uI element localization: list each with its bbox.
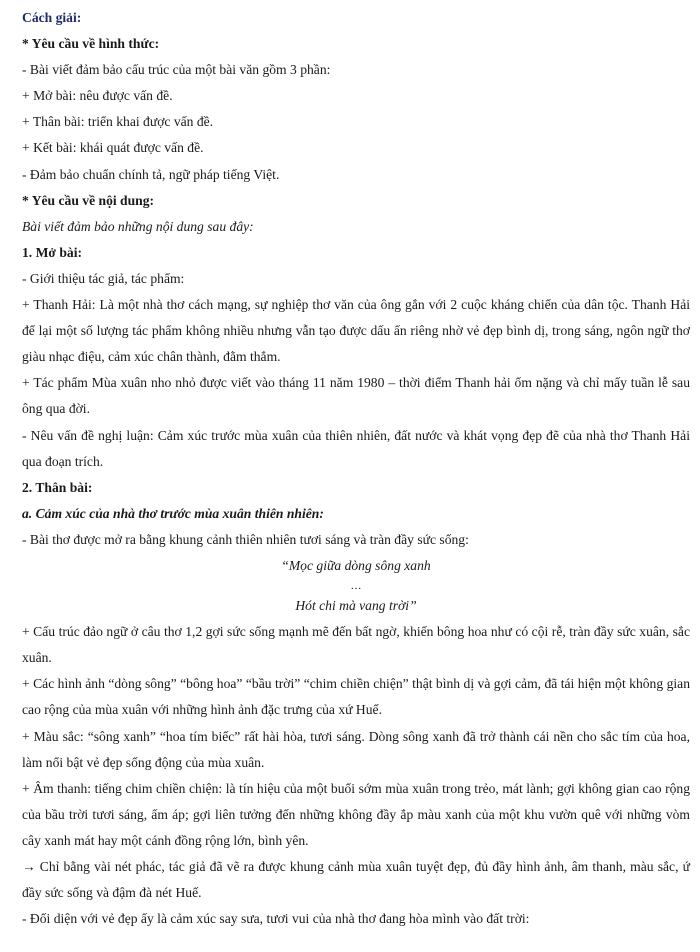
mo-bai-van-de-paragraph: - Nêu vấn đề nghị luận: Cảm xúc trước mùa xuân của thiên nhiên, đất nước và khát vọng đẹp đẽ của nhà thơ Thanh Hải qua đoạn trích. xyxy=(22,427,690,469)
form-item-mo-bai: + Mở bài: nêu được vấn đề. xyxy=(22,88,173,104)
form-item-than-bai: + Thân bài: triển khai được vấn đề. xyxy=(22,114,214,130)
mo-bai-intro: - Giới thiệu tác giả, tác phẩm: xyxy=(22,270,185,286)
section-a-heading: a. Cảm xúc của nhà thơ trước mùa xuân thiên nhiên: xyxy=(22,505,324,521)
am-thanh-paragraph: + Âm thanh: tiếng chim chiền chiện: là tín hiệu của một buổi sớm mùa xuân trong trẻo, mát lành; gợi không gian cao rộng của bầu trời tươi sáng, ấm áp; gợi liên tưởng đến những không đầy ắp màu xanh của một khu vườn quê với những vòm cây xanh mát hay một cánh đồng rộng lớn, bình yên. xyxy=(22,780,690,848)
doi-dien-paragraph: - Đối diện với vẻ đẹp ấy là cảm xúc say sưa, tươi vui của nhà thơ đang hòa mình vào đất trời: xyxy=(22,911,530,927)
form-requirements-heading: * Yêu cầu về hình thức: xyxy=(22,36,160,52)
form-item-structure: - Bài viết đảm bảo cấu trúc của một bài văn gồm 3 phần: xyxy=(22,62,331,78)
mo-bai-tac-pham-paragraph: + Tác phẩm Mùa xuân nho nhỏ được viết vào tháng 11 năm 1980 – thời điểm Thanh hải ốm nặng và chỉ mấy tuần lễ sau ông qua đời. xyxy=(22,375,690,417)
cau-truc-paragraph: + Cấu trúc đảo ngữ ở câu thơ 1,2 gợi sức sống mạnh mẽ đến bất ngờ, khiến bông hoa như có cội rễ, tràn đầy sức xuân, sắc xuân. xyxy=(22,624,690,666)
content-intro: Bài viết đảm bảo những nội dung sau đây: xyxy=(22,218,254,234)
hinh-anh-paragraph: + Các hình ảnh “dòng sông” “bông hoa” “bầu trời” “chim chiền chiện” thật bình dị và gợi cảm, đã tái hiện một không gian cao rộng của mùa xuân với những hình ảnh đặc trưng của xứ Huế. xyxy=(22,676,690,718)
content-requirements-heading: * Yêu cầu về nội dung: xyxy=(22,192,155,208)
form-item-spelling: - Đảm bảo chuẩn chính tả, ngữ pháp tiếng Việt. xyxy=(22,166,280,182)
quote-ellipsis: … xyxy=(350,580,362,593)
than-bai-heading: 2. Thân bài: xyxy=(22,479,93,495)
quote-line-1: “Mọc giữa dòng sông xanh xyxy=(281,557,431,573)
section-a-intro: - Bài thơ được mở ra bằng khung cảnh thiên nhiên tươi sáng và tràn đầy sức sống: xyxy=(22,531,469,547)
mo-bai-heading: 1. Mở bài: xyxy=(22,244,83,260)
mo-bai-thanh-hai-paragraph: + Thanh Hải: Là một nhà thơ cách mạng, sự nghiệp thơ văn của ông gắn với 2 cuộc kháng chiến của dân tộc. Thanh Hải để lại một số lượng tác phẩm không nhiều nhưng vẫn tạo được dấu ấn riêng nhờ vẻ đẹp bình dị, trong sáng, ngôn ngữ thơ giàu nhạc điệu, cảm xúc chân thành, đằm thắm. xyxy=(22,297,690,365)
document-page xyxy=(22,5,690,932)
mau-sac-paragraph: + Màu sắc: “sông xanh” “hoa tím biếc” rất hài hòa, tươi sáng. Dòng sông xanh đã trở thành cái nền cho sắc tím của hoa, làm nổi bật vẻ đẹp sống động của mùa xuân. xyxy=(22,728,690,770)
form-item-ket-bai: + Kết bài: khái quát được vấn đề. xyxy=(22,140,204,156)
ket-luan-paragraph: → Chỉ bằng vài nét phác, tác giả đã vẽ ra được khung cảnh mùa xuân tuyệt đẹp, đủ đầy hình ảnh, âm thanh, màu sắc, ứ đầy sức sống và đậm đà nét Huế. xyxy=(22,859,690,901)
solution-title: Cách giải: xyxy=(22,10,82,25)
quote-line-2: Hót chi mà vang trời” xyxy=(295,598,417,614)
